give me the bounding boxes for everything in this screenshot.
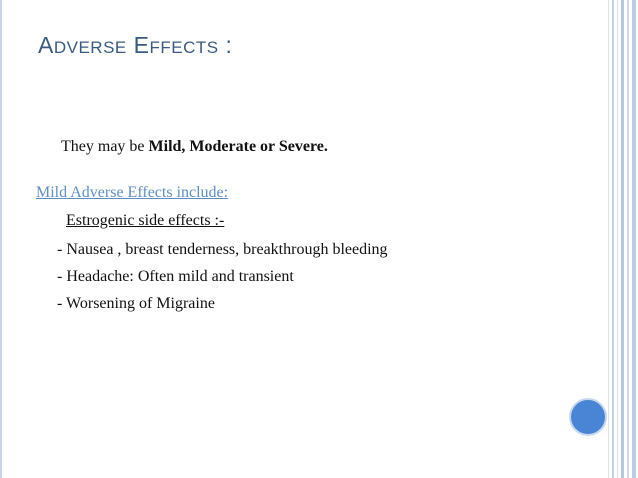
right-decorative-band — [608, 0, 638, 478]
title-initial-2: E — [133, 32, 150, 58]
bullet-item: - Worsening of Migraine — [57, 295, 215, 312]
title-suffix: : — [218, 32, 233, 58]
left-border — [0, 0, 2, 478]
title-rest-1: DVERSE — [53, 38, 127, 57]
title-initial-1: A — [38, 32, 54, 58]
category-heading: Estrogenic side effects :- — [66, 212, 225, 229]
decorative-circle-icon — [569, 398, 607, 436]
intro-line — [61, 138, 328, 156]
title-rest-2: FFECTS — [149, 38, 219, 57]
slide-title — [38, 32, 232, 59]
intro-bold: Mild, Moderate or Severe. — [148, 138, 328, 155]
bullet-item: - Nausea , breast tenderness, breakthrough bleeding — [57, 241, 388, 258]
intro-prefix: They may be — [61, 138, 149, 155]
bullet-item: - Headache: Often mild and transient — [57, 268, 294, 285]
subheading: Mild Adverse Effects include: — [36, 184, 229, 201]
